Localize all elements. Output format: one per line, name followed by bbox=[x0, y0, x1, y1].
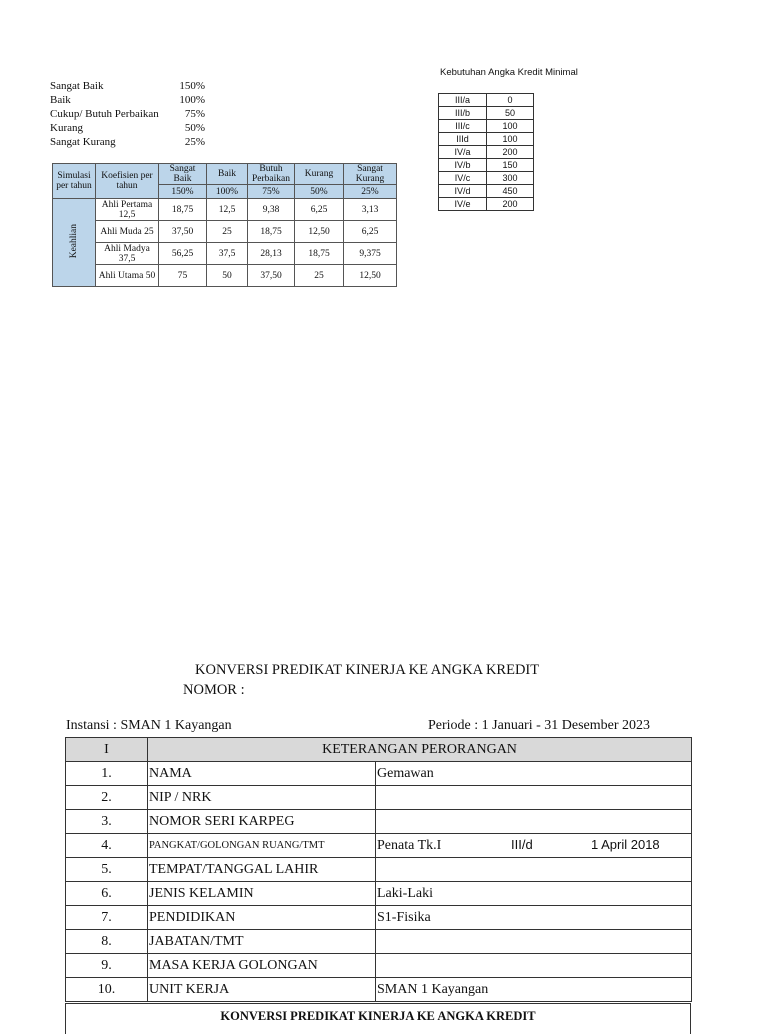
predicate-label: Sangat Baik bbox=[50, 80, 104, 92]
row-name: Ahli Utama 50 bbox=[96, 265, 159, 287]
row-value: 75 bbox=[159, 265, 207, 287]
periode-text: Periode : 1 Januari - 31 Desember 2023 bbox=[428, 718, 650, 733]
table-row bbox=[66, 930, 692, 954]
item-number: 5. bbox=[66, 858, 148, 882]
kredit-value: 450 bbox=[487, 185, 534, 198]
header-kurang: Kurang bbox=[295, 164, 344, 185]
item-value bbox=[376, 810, 692, 834]
predicate-row bbox=[50, 79, 205, 93]
kredit-golongan: IIId bbox=[439, 133, 487, 146]
table-row bbox=[66, 906, 692, 930]
item-number: 7. bbox=[66, 906, 148, 930]
predicate-label: Sangat Kurang bbox=[50, 136, 116, 148]
predicate-label: Baik bbox=[50, 94, 71, 106]
row-value: 50 bbox=[207, 265, 248, 287]
kredit-row bbox=[439, 94, 534, 107]
table-row bbox=[66, 762, 692, 786]
table-row bbox=[66, 882, 692, 906]
kredit-golongan: IV/a bbox=[439, 146, 487, 159]
row-value: 6,25 bbox=[344, 221, 397, 243]
item-value bbox=[376, 786, 692, 810]
percent-baik: 100% bbox=[207, 185, 248, 199]
predicate-value: 50% bbox=[184, 122, 205, 134]
item-field: NAMA bbox=[148, 762, 376, 786]
kredit-value: 200 bbox=[487, 146, 534, 159]
table-row bbox=[66, 810, 692, 834]
header-sangat-kurang: Sangat Kurang bbox=[344, 164, 397, 185]
item-value bbox=[376, 954, 692, 978]
row-value: 37,50 bbox=[159, 221, 207, 243]
kredit-value: 200 bbox=[487, 198, 534, 211]
header-butuh-perbaikan: Butuh Perbaikan bbox=[248, 164, 295, 185]
row-value: 9,38 bbox=[248, 199, 295, 221]
kredit-row bbox=[439, 172, 534, 185]
row-value: 18,75 bbox=[159, 199, 207, 221]
header-koefisien: Koefisien per tahun bbox=[96, 164, 159, 199]
kredit-row bbox=[439, 185, 534, 198]
keterangan-table bbox=[65, 737, 692, 1002]
kredit-golongan: IV/b bbox=[439, 159, 487, 172]
predicate-row bbox=[50, 121, 205, 135]
item-field: NOMOR SERI KARPEG bbox=[148, 810, 376, 834]
item-value bbox=[376, 930, 692, 954]
kredit-value: 0 bbox=[487, 94, 534, 107]
side-label-cell bbox=[53, 199, 96, 287]
golongan-value: III/d bbox=[511, 837, 533, 852]
table-row bbox=[66, 834, 692, 858]
kredit-row bbox=[439, 159, 534, 172]
row-value: 28,13 bbox=[248, 243, 295, 265]
item-value: S1-Fisika bbox=[376, 906, 692, 930]
predicate-value: 150% bbox=[179, 80, 205, 92]
kredit-golongan: III/c bbox=[439, 120, 487, 133]
table-row bbox=[66, 858, 692, 882]
percent-sangat-kurang: 25% bbox=[344, 185, 397, 199]
instansi-text: Instansi : SMAN 1 Kayangan bbox=[66, 718, 232, 733]
header-sangat-baik: Sangat Baik bbox=[159, 164, 207, 185]
kredit-value: 300 bbox=[487, 172, 534, 185]
row-value: 18,75 bbox=[248, 221, 295, 243]
simulation-table bbox=[52, 163, 397, 287]
kredit-table bbox=[438, 93, 534, 211]
item-number: 3. bbox=[66, 810, 148, 834]
kredit-golongan: IV/d bbox=[439, 185, 487, 198]
item-value-pangkat bbox=[376, 834, 692, 858]
predicate-row bbox=[50, 93, 205, 107]
row-value: 12,50 bbox=[295, 221, 344, 243]
row-value: 6,25 bbox=[295, 199, 344, 221]
item-number: 10. bbox=[66, 978, 148, 1002]
row-value: 25 bbox=[207, 221, 248, 243]
kredit-row bbox=[439, 146, 534, 159]
kredit-golongan: IV/e bbox=[439, 198, 487, 211]
tmt-value: 1 April 2018 bbox=[591, 837, 660, 852]
item-field: JABATAN/TMT bbox=[148, 930, 376, 954]
item-value bbox=[376, 858, 692, 882]
header-baik: Baik bbox=[207, 164, 248, 185]
table-row bbox=[66, 954, 692, 978]
kredit-row bbox=[439, 120, 534, 133]
predicate-row bbox=[50, 135, 205, 149]
row-value: 56,25 bbox=[159, 243, 207, 265]
row-value: 3,13 bbox=[344, 199, 397, 221]
predicate-value: 75% bbox=[184, 108, 205, 120]
item-number: 1. bbox=[66, 762, 148, 786]
row-name: Ahli Pertama 12,5 bbox=[96, 199, 159, 221]
item-number: 9. bbox=[66, 954, 148, 978]
row-value: 12,50 bbox=[344, 265, 397, 287]
kredit-value: 100 bbox=[487, 133, 534, 146]
row-value: 25 bbox=[295, 265, 344, 287]
pangkat-value: Penata Tk.I bbox=[377, 838, 442, 853]
kredit-value: 50 bbox=[487, 107, 534, 120]
section-title: KETERANGAN PERORANGAN bbox=[148, 738, 692, 762]
row-name: Ahli Muda 25 bbox=[96, 221, 159, 243]
kredit-row bbox=[439, 133, 534, 146]
predicate-value: 25% bbox=[184, 136, 205, 148]
row-value: 12,5 bbox=[207, 199, 248, 221]
header-simulasi: Simulasi per tahun bbox=[53, 164, 96, 199]
predicate-label: Kurang bbox=[50, 122, 83, 134]
kredit-golongan: IV/c bbox=[439, 172, 487, 185]
predicate-label: Cukup/ Butuh Perbaikan bbox=[50, 108, 159, 120]
table-row bbox=[66, 978, 692, 1002]
item-value: Laki-Laki bbox=[376, 882, 692, 906]
side-label: Keahlian bbox=[69, 223, 79, 259]
document-nomor: NOMOR : bbox=[183, 682, 245, 698]
section-header-row bbox=[66, 738, 692, 762]
predicate-row bbox=[50, 107, 205, 121]
item-field: PENDIDIKAN bbox=[148, 906, 376, 930]
item-number: 2. bbox=[66, 786, 148, 810]
item-field: PANGKAT/GOLONGAN RUANG/TMT bbox=[148, 834, 376, 858]
item-number: 8. bbox=[66, 930, 148, 954]
kredit-value: 150 bbox=[487, 159, 534, 172]
table-row bbox=[66, 786, 692, 810]
item-field: NIP / NRK bbox=[148, 786, 376, 810]
kredit-golongan: III/b bbox=[439, 107, 487, 120]
kredit-golongan: III/a bbox=[439, 94, 487, 107]
item-field: JENIS KELAMIN bbox=[148, 882, 376, 906]
row-value: 37,5 bbox=[207, 243, 248, 265]
item-value: SMAN 1 Kayangan bbox=[376, 978, 692, 1002]
predicate-list bbox=[50, 79, 205, 149]
item-field: MASA KERJA GOLONGAN bbox=[148, 954, 376, 978]
kredit-row bbox=[439, 107, 534, 120]
row-value: 18,75 bbox=[295, 243, 344, 265]
item-field: TEMPAT/TANGGAL LAHIR bbox=[148, 858, 376, 882]
item-value: Gemawan bbox=[376, 762, 692, 786]
percent-butuh-perbaikan: 75% bbox=[248, 185, 295, 199]
row-value: 9,375 bbox=[344, 243, 397, 265]
kredit-value: 100 bbox=[487, 120, 534, 133]
kredit-row bbox=[439, 198, 534, 211]
predicate-value: 100% bbox=[179, 94, 205, 106]
konversi-section-title: KONVERSI PREDIKAT KINERJA KE ANGKA KREDIT bbox=[65, 1003, 691, 1034]
kredit-title: Kebutuhan Angka Kredit Minimal bbox=[440, 67, 578, 78]
item-number: 6. bbox=[66, 882, 148, 906]
section-number: I bbox=[66, 738, 148, 762]
document-title: KONVERSI PREDIKAT KINERJA KE ANGKA KREDIT bbox=[195, 662, 540, 678]
percent-sangat-baik: 150% bbox=[159, 185, 207, 199]
row-value: 37,50 bbox=[248, 265, 295, 287]
item-number: 4. bbox=[66, 834, 148, 858]
item-field: UNIT KERJA bbox=[148, 978, 376, 1002]
row-name: Ahli Madya 37,5 bbox=[96, 243, 159, 265]
percent-kurang: 50% bbox=[295, 185, 344, 199]
